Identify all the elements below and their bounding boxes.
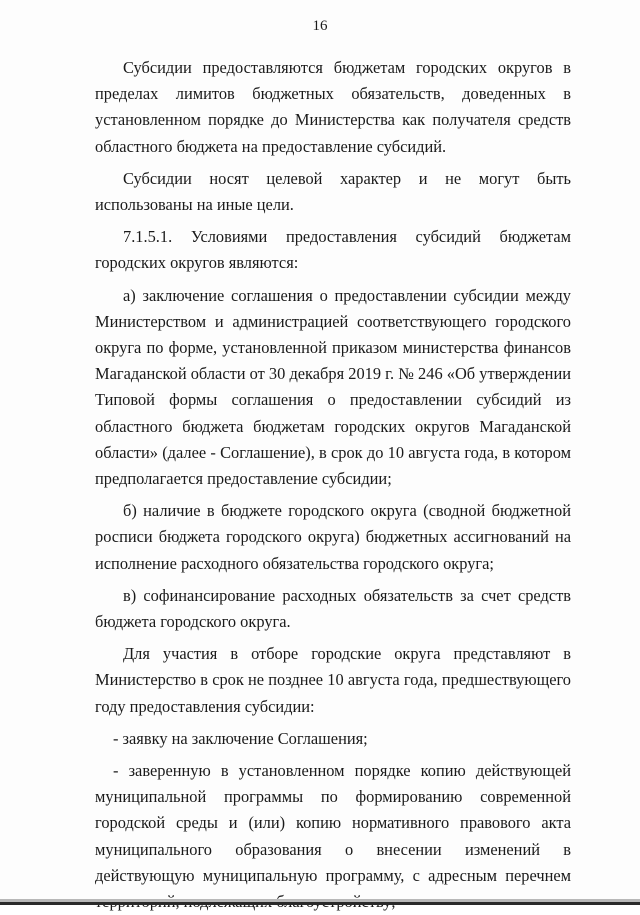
paragraph-conditions-heading: 7.1.5.1. Условиями предоставления субсидий бюджетам городских округов являются: [95, 227, 571, 273]
page-number: 16 [312, 18, 328, 34]
paragraph-condition-b: б) наличие в бюджете городского округа (сводной бюджетной росписи бюджета городского округа) бюджетных ассигнований на исполнение расходного обязательства городского округа; [95, 501, 571, 573]
paragraph-subsidy-limits: Субсидии предоставляются бюджетам городских округов в пределах лимитов бюджетных обязательств, доведенных в установленном порядке до Министерства как получателя средств областного бюджета на предоставление субсидий. [95, 58, 571, 156]
list-item-program-copy: - заверенную в установленном порядке копию действующей муниципальной программы по формированию современной городской среды и (или) копию нормативного правового акта муниципального образования о внесении изменений в действующую муниципальную программу, с адресным перечнем [95, 761, 571, 885]
document-body [95, 55, 571, 915]
paragraph-condition-c: в) софинансирование расходных обязательств за счет средств бюджета городского округа. [95, 585, 571, 632]
paragraph-selection-submission: Для участия в отборе городские округа представляют в Министерство в срок не позднее 10 августа года, предшествующего году предоставления субсидии: [95, 644, 571, 716]
paragraph-condition-a: а) заключение соглашения о предоставлении субсидии между Министерством и администрацией соответствующего городского округа по форме, установленной приказом министерства финансов Магаданской области от 30 декабря 2019 г. № 246 «Об утверждении Типовой формы соглашения о предоставлении субсидий из областного бюджета бюджетам городских округов Магаданской области» (далее - Соглашение), в срок до 10 августа года, в котором предполагается предоставление субсидии; [95, 285, 571, 489]
list-item-application: - заявку на заключение Соглашения; [113, 728, 368, 748]
paragraph-target-purpose: Субсидии носят целевой характер и не могут быть использованы на иные цели. [95, 168, 571, 215]
